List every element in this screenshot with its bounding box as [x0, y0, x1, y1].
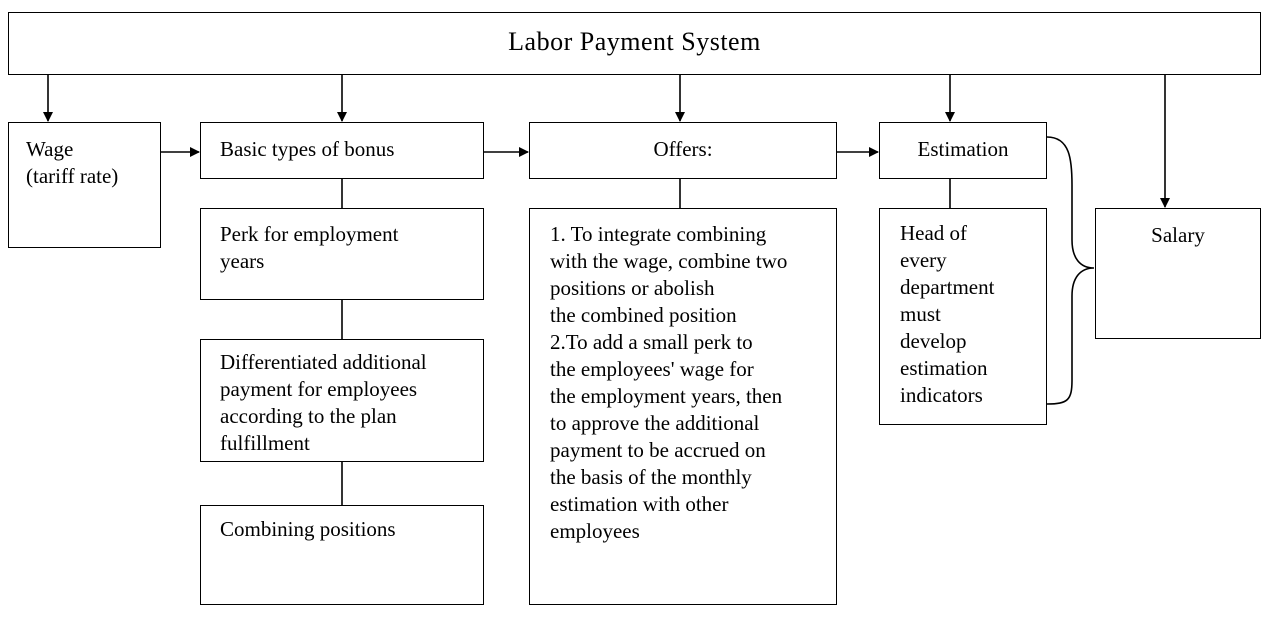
- brace-to-salary: [1047, 137, 1094, 404]
- offers-label: Offers:: [653, 137, 713, 161]
- differentiated-label: Differentiated additional payment for employees according to the plan fulfillment: [220, 350, 427, 455]
- wage-label: Wage (tariff rate): [26, 137, 119, 188]
- perk-label: Perk for employment years: [220, 222, 399, 273]
- offers-detail-text: 1. To integrate combining with the wage, combine two positions or abolish the combined position 2.To add a small perk to the employees' wage for the employment years, then to approve the additional payment to be accrued on the basis of the monthly estimation with other employees: [550, 222, 788, 543]
- title-text: Labor Payment System: [508, 27, 761, 56]
- estimation-label: Estimation: [917, 137, 1009, 161]
- combining-label: Combining positions: [220, 517, 396, 541]
- bonus-label: Basic types of bonus: [220, 137, 395, 161]
- salary-label: Salary: [1151, 223, 1205, 247]
- head-label: Head of every department must develop estimation indicators: [900, 221, 995, 407]
